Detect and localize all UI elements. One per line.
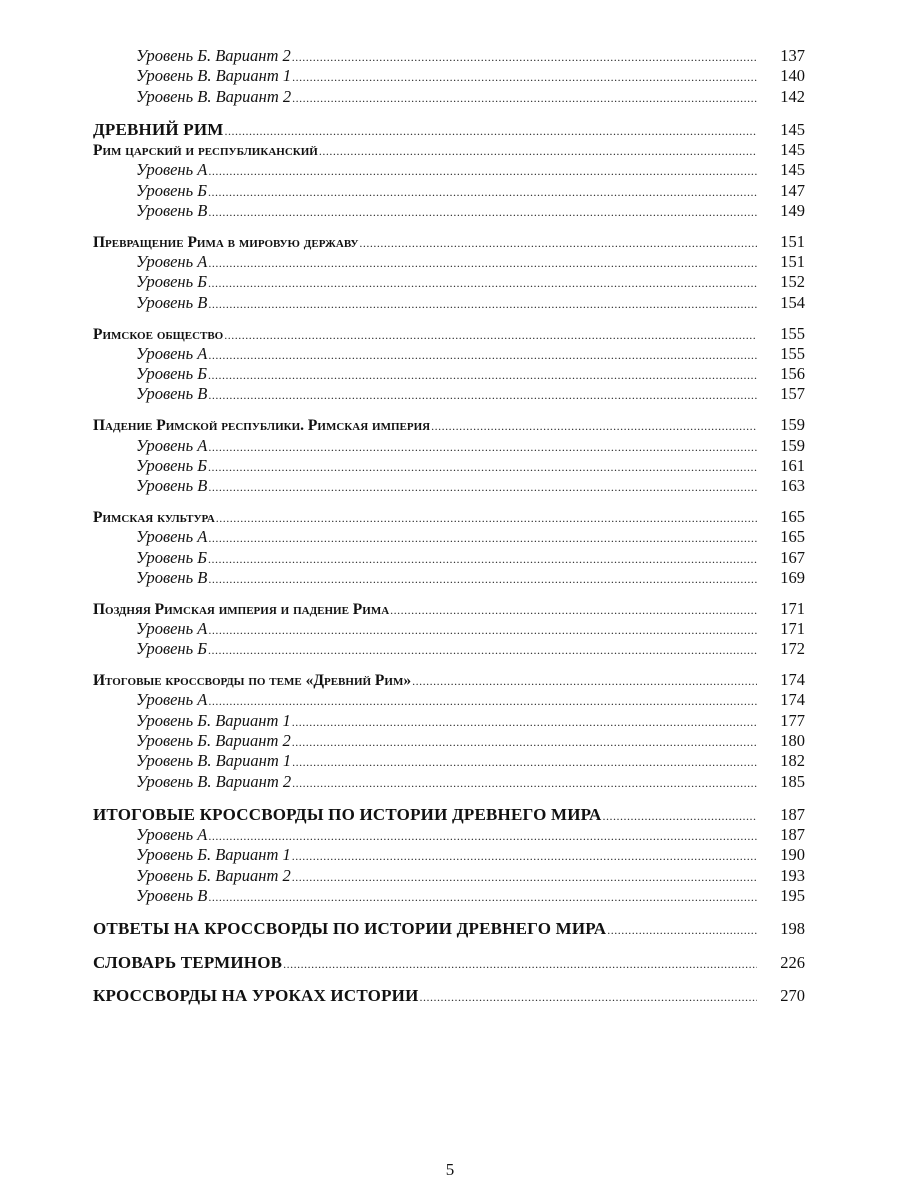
toc-entry-title: Уровень А bbox=[136, 343, 208, 363]
toc-entry-sub bbox=[93, 181, 805, 201]
toc-entry-page: 165 bbox=[780, 527, 805, 547]
toc-entry-page: 174 bbox=[780, 690, 805, 710]
toc-entry-major bbox=[93, 953, 805, 973]
dot-leader bbox=[292, 773, 757, 793]
toc-entry-title: СЛОВАРЬ ТЕРМИНОВ bbox=[93, 952, 283, 972]
toc-entry-page: 149 bbox=[780, 201, 805, 221]
toc-entry-title: Уровень А bbox=[136, 825, 208, 845]
toc-entry-title: Уровень Б bbox=[136, 364, 207, 384]
dot-leader bbox=[420, 987, 758, 1007]
dot-leader bbox=[208, 528, 757, 548]
dot-leader bbox=[208, 182, 757, 202]
toc-entry-page: 226 bbox=[780, 952, 805, 972]
dot-leader bbox=[359, 233, 757, 253]
toc-spacer bbox=[93, 973, 805, 986]
toc-entry-sub bbox=[93, 436, 805, 456]
toc-entry-title: Итоговые кроссворды по теме «Древний Рим» bbox=[93, 672, 412, 690]
toc-entry-page: 177 bbox=[780, 710, 805, 730]
toc-entry-title: ОТВЕТЫ НА КРОССВОРДЫ ПО ИСТОРИИ ДРЕВНЕГО МИРА bbox=[93, 919, 607, 939]
toc-entry-title: Уровень Б. Вариант 2 bbox=[136, 730, 291, 750]
toc-entry-title: Уровень В. Вариант 2 bbox=[136, 771, 292, 791]
toc-entry-page: 172 bbox=[780, 639, 805, 659]
dot-leader bbox=[412, 671, 757, 691]
dot-leader bbox=[390, 600, 757, 620]
toc-entry-title: Уровень Б bbox=[136, 272, 207, 292]
toc-entry-title: Уровень А bbox=[136, 527, 208, 547]
toc-spacer bbox=[93, 313, 805, 324]
toc-entry-page: 163 bbox=[780, 476, 805, 496]
toc-entry-sub bbox=[93, 201, 805, 221]
toc-entry-sec bbox=[93, 140, 805, 160]
dot-leader bbox=[208, 253, 757, 273]
toc-entry-sub bbox=[93, 87, 805, 107]
toc-entry-major bbox=[93, 986, 805, 1006]
toc-entry-sub bbox=[93, 384, 805, 404]
toc-entry-page: 147 bbox=[780, 180, 805, 200]
toc-entry-sub bbox=[93, 66, 805, 86]
dot-leader bbox=[208, 640, 757, 660]
toc-entry-page: 195 bbox=[780, 885, 805, 905]
toc-entry-title: Уровень В. Вариант 1 bbox=[136, 751, 292, 771]
toc-entry-sec bbox=[93, 670, 805, 690]
toc-entry-title: Римская культура bbox=[93, 508, 215, 526]
toc-spacer bbox=[93, 660, 805, 671]
dot-leader bbox=[208, 826, 757, 846]
toc-entry-sub bbox=[93, 456, 805, 476]
dot-leader bbox=[319, 141, 757, 161]
dot-leader bbox=[431, 416, 757, 436]
toc-entry-sub bbox=[93, 751, 805, 771]
toc-entry-title: Уровень Б bbox=[136, 455, 207, 475]
toc-entry-title: Поздняя Римская империя и падение Рима bbox=[93, 600, 390, 618]
dot-leader bbox=[208, 202, 757, 222]
toc-entry-sub bbox=[93, 293, 805, 313]
toc-entry-page: 140 bbox=[780, 66, 805, 86]
toc-entry-title: Уровень Б. Вариант 1 bbox=[136, 845, 291, 865]
toc-entry-page: 156 bbox=[780, 364, 805, 384]
toc-entry-sec bbox=[93, 324, 805, 344]
toc-entry-sub bbox=[93, 568, 805, 588]
dot-leader bbox=[292, 732, 757, 752]
toc-entry-title: Уровень В bbox=[136, 567, 208, 587]
toc-entry-title: Римское общество bbox=[93, 325, 224, 343]
dot-leader bbox=[224, 325, 757, 345]
toc-entry-page: 151 bbox=[780, 252, 805, 272]
dot-leader bbox=[292, 67, 757, 87]
toc-entry-title: Уровень А bbox=[136, 435, 208, 455]
toc-entry-page: 145 bbox=[780, 160, 805, 180]
toc-entry-page: 180 bbox=[780, 730, 805, 750]
toc-entry-title: ИТОГОВЫЕ КРОССВОРДЫ ПО ИСТОРИИ ДРЕВНЕГО МИРА bbox=[93, 804, 602, 824]
toc-entry-title: Уровень В bbox=[136, 292, 208, 312]
toc-entry-sub bbox=[93, 886, 805, 906]
toc-entry-page: 190 bbox=[780, 845, 805, 865]
dot-leader bbox=[208, 549, 757, 569]
toc-entry-sub bbox=[93, 825, 805, 845]
toc-entry-page: 152 bbox=[780, 272, 805, 292]
toc-entry-page: 187 bbox=[780, 804, 805, 824]
dot-leader bbox=[208, 477, 757, 497]
dot-leader bbox=[216, 508, 757, 528]
toc-entry-title: Уровень В bbox=[136, 476, 208, 496]
toc-entry-page: 159 bbox=[780, 435, 805, 455]
toc-entry-sub bbox=[93, 639, 805, 659]
dot-leader bbox=[208, 161, 757, 181]
toc-entry-page: 155 bbox=[780, 323, 805, 343]
toc-entry-sub bbox=[93, 344, 805, 364]
toc-entry-page: 193 bbox=[780, 865, 805, 885]
toc-spacer bbox=[93, 221, 805, 232]
toc-entry-page: 145 bbox=[780, 119, 805, 139]
toc-entry-page: 169 bbox=[780, 567, 805, 587]
dot-leader bbox=[292, 712, 757, 732]
toc-entry-page: 198 bbox=[780, 919, 805, 939]
toc-entry-page: 182 bbox=[780, 751, 805, 771]
dot-leader bbox=[603, 806, 757, 826]
toc-entry-sub bbox=[93, 46, 805, 66]
dot-leader bbox=[208, 620, 757, 640]
toc-entry-sub bbox=[93, 866, 805, 886]
toc-entry-title: Уровень А bbox=[136, 690, 208, 710]
toc-entry-title: Уровень В. Вариант 2 bbox=[136, 86, 292, 106]
table-of-contents bbox=[93, 46, 805, 1006]
page-number: 5 bbox=[445, 1160, 455, 1179]
toc-entry-page: 142 bbox=[780, 86, 805, 106]
toc-entry-page: 185 bbox=[780, 771, 805, 791]
toc-spacer bbox=[93, 906, 805, 919]
toc-entry-title: Уровень Б bbox=[136, 547, 207, 567]
toc-entry-page: 159 bbox=[780, 415, 805, 435]
toc-entry-title: Падение Римской республики. Римская империя bbox=[93, 417, 431, 435]
toc-entry-title: Превращение Рима в мировую державу bbox=[93, 233, 359, 251]
toc-entry-title: Уровень Б bbox=[136, 180, 207, 200]
toc-entry-page: 145 bbox=[780, 140, 805, 160]
toc-entry-page: 165 bbox=[780, 506, 805, 526]
toc-entry-sub bbox=[93, 252, 805, 272]
dot-leader bbox=[208, 345, 757, 365]
toc-entry-sub bbox=[93, 772, 805, 792]
toc-entry-major bbox=[93, 919, 805, 939]
dot-leader bbox=[208, 273, 757, 293]
toc-entry-sub bbox=[93, 364, 805, 384]
dot-leader bbox=[607, 920, 757, 940]
dot-leader bbox=[208, 365, 757, 385]
toc-entry-sub bbox=[93, 619, 805, 639]
toc-entry-page: 187 bbox=[780, 825, 805, 845]
toc-entry-page: 157 bbox=[780, 384, 805, 404]
dot-leader bbox=[292, 846, 757, 866]
toc-entry-title: ДРЕВНИЙ РИМ bbox=[93, 119, 224, 139]
toc-entry-page: 171 bbox=[780, 598, 805, 618]
toc-entry-sub bbox=[93, 731, 805, 751]
dot-leader bbox=[208, 385, 757, 405]
toc-spacer bbox=[93, 405, 805, 416]
toc-entry-major bbox=[93, 805, 805, 825]
toc-entry-page: 151 bbox=[780, 231, 805, 251]
dot-leader bbox=[292, 47, 757, 67]
toc-entry-page: 174 bbox=[780, 670, 805, 690]
toc-entry-page: 167 bbox=[780, 547, 805, 567]
toc-entry-page: 155 bbox=[780, 343, 805, 363]
dot-leader bbox=[208, 691, 757, 711]
toc-entry-sub bbox=[93, 476, 805, 496]
toc-entry-sub bbox=[93, 690, 805, 710]
toc-entry-title: Уровень Б. Вариант 2 bbox=[136, 865, 291, 885]
toc-spacer bbox=[93, 588, 805, 599]
toc-entry-title: Уровень А bbox=[136, 252, 208, 272]
dot-leader bbox=[292, 867, 757, 887]
toc-entry-title: Уровень В bbox=[136, 201, 208, 221]
dot-leader bbox=[208, 457, 757, 477]
toc-entry-title: КРОССВОРДЫ НА УРОКАХ ИСТОРИИ bbox=[93, 985, 419, 1005]
toc-entry-sub bbox=[93, 845, 805, 865]
toc-entry-sec bbox=[93, 232, 805, 252]
toc-entry-title: Уровень А bbox=[136, 160, 208, 180]
toc-entry-title: Уровень Б. Вариант 2 bbox=[136, 46, 291, 65]
toc-entry-title: Рим царский и республиканский bbox=[93, 142, 318, 160]
toc-entry-page: 154 bbox=[780, 292, 805, 312]
toc-spacer bbox=[93, 107, 805, 120]
toc-entry-major bbox=[93, 120, 805, 140]
toc-entry-page: 137 bbox=[780, 46, 805, 65]
toc-entry-title: Уровень В bbox=[136, 384, 208, 404]
toc-entry-sub bbox=[93, 527, 805, 547]
dot-leader bbox=[225, 121, 757, 141]
toc-entry-sub bbox=[93, 548, 805, 568]
toc-entry-title: Уровень Б bbox=[136, 639, 207, 659]
toc-entry-page: 270 bbox=[780, 985, 805, 1005]
dot-leader bbox=[283, 954, 757, 974]
toc-entry-sub bbox=[93, 711, 805, 731]
dot-leader bbox=[208, 294, 757, 314]
toc-entry-page: 161 bbox=[780, 455, 805, 475]
dot-leader bbox=[292, 88, 757, 108]
toc-spacer bbox=[93, 940, 805, 953]
toc-entry-sec bbox=[93, 599, 805, 619]
toc-spacer bbox=[93, 496, 805, 507]
dot-leader bbox=[208, 569, 757, 589]
toc-entry-page: 171 bbox=[780, 618, 805, 638]
toc-entry-sub bbox=[93, 272, 805, 292]
toc-entry-title: Уровень А bbox=[136, 618, 208, 638]
toc-entry-sub bbox=[93, 160, 805, 180]
toc-spacer bbox=[93, 792, 805, 805]
toc-entry-sec bbox=[93, 507, 805, 527]
dot-leader bbox=[292, 752, 757, 772]
toc-entry-title: Уровень Б. Вариант 1 bbox=[136, 710, 291, 730]
dot-leader bbox=[208, 437, 757, 457]
dot-leader bbox=[208, 887, 757, 907]
toc-entry-sec bbox=[93, 415, 805, 435]
toc-entry-title: Уровень В bbox=[136, 885, 208, 905]
toc-entry-title: Уровень В. Вариант 1 bbox=[136, 66, 292, 86]
